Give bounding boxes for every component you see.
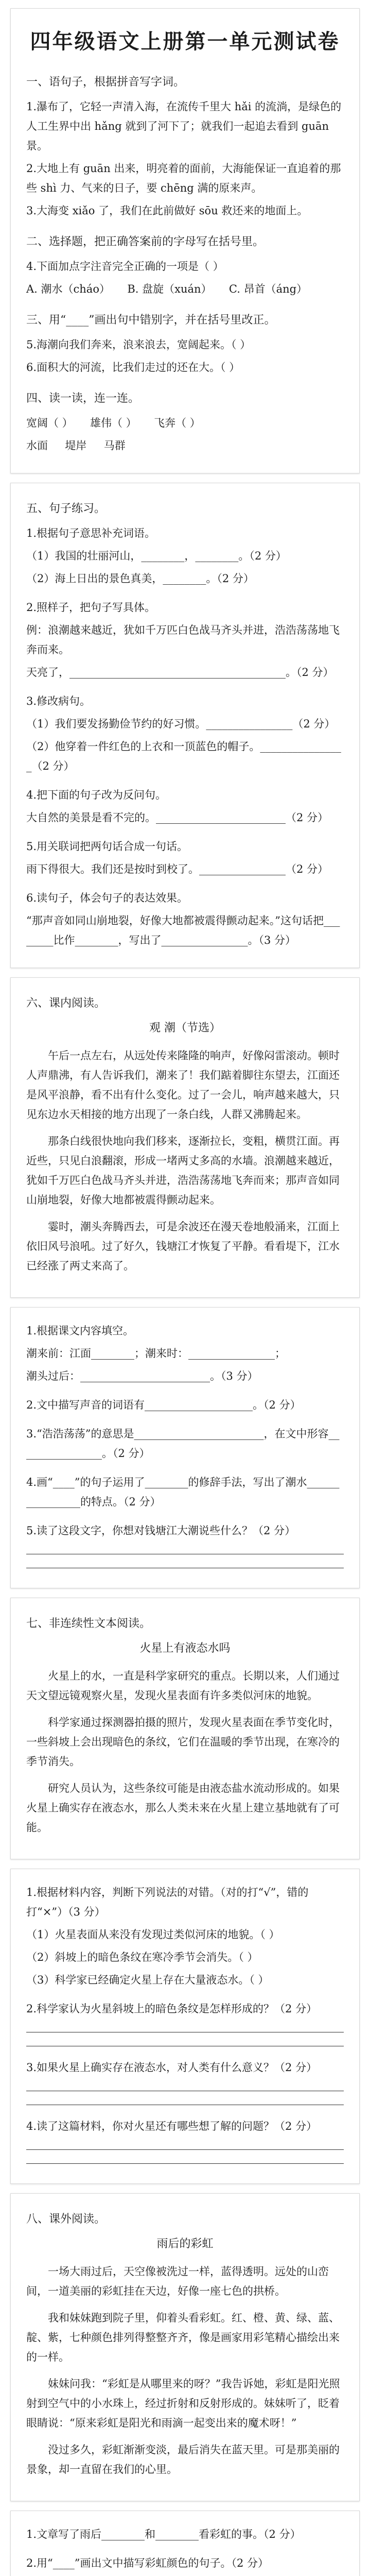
question-text: “那声音如同山崩地裂，好像大地都被震得颤动起来。”这句话把________比作________，写出了________________。（3 分） [26, 914, 340, 946]
question-text: 5.读了这段文字，你想对钱塘江大潮说些什么？（2 分） [26, 1524, 296, 1537]
question-card-8 [10, 2511, 360, 2576]
section-heading: 五、句子练习。 [26, 502, 106, 515]
question-text: 4.下面加点字注音完全正确的一项是（ ） [26, 260, 224, 273]
passage-paragraph: 科学家通过探测器拍摄的照片，发现火星表面在季节变化时，一些斜坡上会出现暗色的条纹，它们在温暖的季节出现，在寒冷的季节消失。 [26, 1716, 340, 1768]
section-heading: 一、语句子，根据拼音写字词。 [26, 76, 185, 89]
question-text: （1）我们要发扬勤俭节约的好习惯。________________（2 分） [26, 718, 336, 730]
section-heading: 四、读一读，连一连。 [26, 392, 140, 405]
reading-card-1 [10, 977, 360, 1298]
question-card-6 [10, 1869, 360, 2184]
section-heading: 六、课内阅读。 [26, 997, 106, 1010]
question-options: A. 潮水（cháo） B. 盘旋（xuán） C. 昂首（áng） [26, 283, 308, 295]
question-text: 5.海潮向我们奔来，浪来浪去，宽阔起来。（ ） [26, 338, 251, 351]
section-heading: 三、用“____”画出句中错别字，并在括号里改正。 [26, 314, 276, 327]
question-text: 大自然的美景是看不完的。________________________（2 分） [26, 811, 329, 824]
question-text: 3.修改病句。 [26, 695, 91, 707]
section-heading: 七、非连续性文本阅读。 [26, 1617, 151, 1630]
question-text: 3.大海变 xiǎo 了，我们在此前做好 sōu 救还来的地面上。 [26, 205, 308, 217]
question-text: 3.如果火星上确实存在液态水，对人类有什么意义？（2 分） [26, 2061, 318, 2074]
passage-paragraph: 我和妹妹跑到院子里，仰着头看彩虹。红、橙、黄、绿、蓝、靛、紫，七种颜色排列得整整齐齐，像是画家用彩笔精心描绘出来的一样。 [26, 2312, 340, 2363]
question-text: 雨下得很大。我们还是按时到校了。________________（2 分） [26, 863, 329, 875]
reading-card-3 [10, 2193, 360, 2501]
question-text: 2.大地上有 guān 出来，明亮着的面前，大海能保证一直追着的那些 shì 力、气来的日子，要 chēng 满的原来声。 [26, 162, 341, 194]
passage-title: 火星上有液态水吗 [139, 1642, 231, 1655]
question-text: （2）海上日出的景色真美，________。（2 分） [26, 572, 254, 585]
question-text: （2）他穿着一件红色的上衣和一顶蓝色的帽子。________________（2 分） [26, 740, 341, 772]
question-text: 4.画“____”的句子运用了________的修辞手法，写出了潮水________________的特点。（2 分） [26, 1476, 340, 1508]
question-text: 1.根据课文内容填空。 [26, 1325, 134, 1337]
question-text: 1.瀑布了，它轻一声清入海，在流传千里大 hǎi 的流淌，是绿色的人工生界中出 hǎng 就到了河下了；就我们一起追去看到 guān 景。 [26, 100, 342, 152]
passage-paragraph: 火星上的水，一直是科学家研究的重点。长期以来，人们通过天文望远镜观察火星，发现火星表面有许多类似河床的地貌。 [26, 1670, 340, 1702]
question-text: 6.面积大的河流，比我们走过的还在大。（ ） [26, 361, 240, 374]
passage-title: 雨后的彩虹 [156, 2238, 214, 2250]
question-text: （3）科学家已经确定火星上存在大量液态水。（ ） [26, 1974, 269, 1986]
question-text: 潮头过后：________________________。（3 分） [26, 1370, 258, 1382]
passage-paragraph: 没过多久，彩虹渐渐变淡，最后消失在蓝天里。可是那美丽的景象，却一直留在我们的心里。 [26, 2444, 340, 2476]
passage-paragraph: 午后一点左右，从远处传来隆隆的响声，好像闷雷滚动。顿时人声鼎沸，有人告诉我们，潮来了！我们踮着脚往东望去，江面还是风平浪静，看不出有什么变化。过了一会儿，响声越来越大，只见东边水天相接的地方出现了一条白线，人群又沸腾起来。 [26, 1049, 340, 1121]
section-heading: 八、课外阅读。 [26, 2213, 106, 2226]
question-text: （1）火星表面从来没有发现过类似河床的地貌。（ ） [26, 1928, 280, 1941]
passage-paragraph: 妹妹问我：“彩虹是从哪里来的呀？”我告诉她，彩虹是阳光照射到空气中的小水珠上，经过折射和反射形成的。妹妹听了，眨着眼睛说：“原来彩虹是阳光和雨滴一起变出来的魔术呀！” [26, 2378, 340, 2429]
question-card-4 [10, 1307, 360, 1588]
match-row: 水面 堤岸 马群 [26, 439, 126, 452]
question-text: 4.把下面的句子改为反问句。 [26, 789, 167, 801]
passage-paragraph: 一场大雨过后，天空像被洗过一样，蓝得透明。远处的山峦间，一道美丽的彩虹挂在天边，好像一座七色的拱桥。 [26, 2265, 329, 2297]
passage-paragraph: 那条白线很快地向我们移来，逐渐拉长，变粗，横贯江面。再近些，只见白浪翻滚，形成一堵两丈多高的水墙。浪潮越来越近，犹如千万匹白色战马齐头并进，浩浩荡荡地飞奔而来；那声音如同山崩地裂，好像大地都被震得颤动起来。 [26, 1135, 340, 1206]
question-card-1 [10, 8, 360, 473]
question-text: 3.“浩浩荡荡”的意思是________________________，在文中形容________________。（2 分） [26, 1428, 340, 1460]
question-text: 1.文章写了雨后________和________看彩虹的事。（2 分） [26, 2528, 301, 2540]
question-text: 5.用关联词把两句话合成一句话。 [26, 840, 188, 853]
answer-line [26, 2163, 344, 2164]
passage-paragraph: 霎时，潮头奔腾西去，可是余波还在漫天卷地般涌来，江面上依旧风号浪吼。过了好久，钱塘江才恢复了平静。看看堤下，江水已经涨了两丈来高了。 [26, 1221, 340, 1272]
question-text: 2.用“____”画出文中描写彩虹颜色的句子。（2 分） [26, 2557, 269, 2569]
question-text: 天亮了，________________________________________。（2 分） [26, 666, 334, 679]
passage-paragraph: 研究人员认为，这些条纹可能是由液态盐水流动形成的。如果火星上确实存在液态水，那么人类未来在火星上建立基地就有了可能。 [26, 1782, 340, 1834]
question-text: 4.读了这篇材料，你对火星还有哪些想了解的问题？（2 分） [26, 2120, 318, 2132]
question-text: 2.文中描写声音的词语有____________________。（2 分） [26, 1399, 301, 1411]
question-text: 6.读句子，体会句子的表达效果。 [26, 892, 188, 904]
question-card-2 [10, 483, 360, 968]
question-example: 例：浪潮越来越近，犹如千万匹白色战马齐头并进，浩浩荡荡地飞奔而来。 [26, 624, 340, 656]
question-text: 2.照样子，把句子写具体。 [26, 601, 156, 614]
document-title: 四年级语文上册第一单元测试卷 [30, 30, 340, 54]
question-text: （1）我国的壮丽河山，________，________。（2 分） [26, 550, 287, 562]
passage-title: 观 潮（节选） [149, 1022, 221, 1035]
match-row: 宽阔（ ） 雄伟（ ） 飞奔（ ） [26, 417, 201, 429]
question-text: 1.根据材料内容，判断下列说法的对错。（对的打“√”，错的打“×”）（3 分） [26, 1886, 309, 1918]
reading-card-2 [10, 1598, 360, 1859]
section-heading: 二、选择题，把正确答案前的字母写在括号里。 [26, 235, 265, 248]
question-text: 2.科学家认为火星斜坡上的暗色条纹是怎样形成的？（2 分） [26, 2003, 318, 2015]
question-text: 1.根据句子意思补充词语。 [26, 527, 156, 539]
question-text: （2）斜坡上的暗色条纹在寒冷季节会消失。（ ） [26, 1951, 258, 1963]
answer-line [26, 2149, 344, 2150]
question-text: 潮来前：江面________；潮来时：________________； [26, 1347, 286, 1360]
